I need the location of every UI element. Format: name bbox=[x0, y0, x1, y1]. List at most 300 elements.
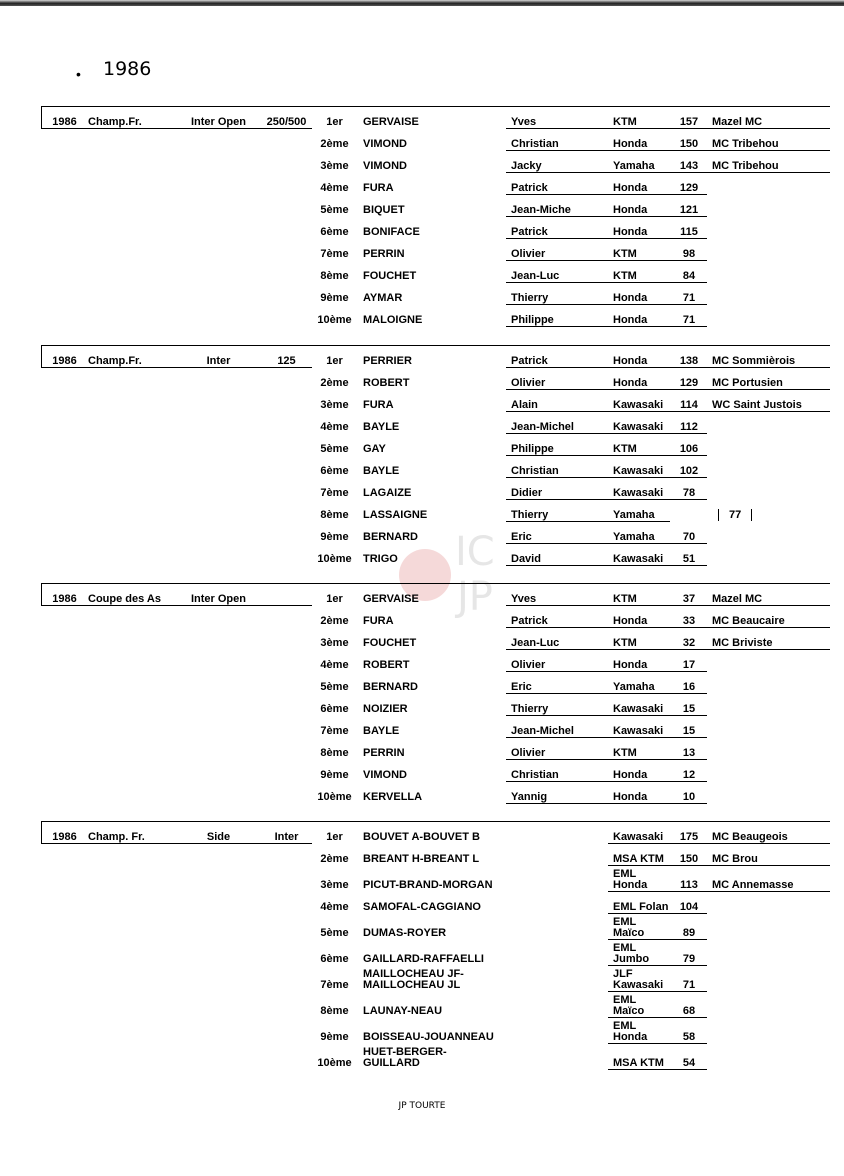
result-row bbox=[42, 239, 830, 261]
empty-cell bbox=[257, 892, 312, 914]
event-year: 1986 bbox=[42, 822, 83, 844]
points: 37 bbox=[670, 584, 707, 606]
empty-cell bbox=[83, 940, 176, 966]
empty-cell bbox=[42, 844, 83, 866]
empty-cell bbox=[83, 239, 176, 261]
motorcycle-make: Honda bbox=[608, 195, 670, 217]
rider-name: SAMOFAL-CAGGIANO bbox=[358, 892, 506, 914]
empty-cell bbox=[83, 892, 176, 914]
empty-cell bbox=[83, 992, 176, 1018]
position: 6ème bbox=[312, 694, 358, 716]
position: 7ème bbox=[312, 966, 358, 992]
results-section bbox=[41, 345, 829, 566]
club: MC Annemasse bbox=[707, 866, 830, 892]
club bbox=[707, 940, 830, 966]
empty-cell bbox=[83, 1018, 176, 1044]
rider-name: VIMOND bbox=[358, 151, 506, 173]
empty-cell bbox=[83, 522, 176, 544]
position: 3ème bbox=[312, 866, 358, 892]
rider-name: ROBERT bbox=[358, 650, 506, 672]
result-row bbox=[42, 694, 830, 716]
rider-name: GERVAISE bbox=[358, 584, 506, 606]
rider-name: FOUCHET bbox=[358, 628, 506, 650]
motorcycle-make: MSA KTM bbox=[608, 844, 670, 866]
points: 157 bbox=[670, 107, 707, 129]
empty-cell bbox=[42, 782, 83, 804]
points: 58 bbox=[670, 1018, 707, 1044]
motorcycle-make: KTM bbox=[608, 107, 670, 129]
empty-cell bbox=[42, 217, 83, 239]
rider-first-name: Philippe bbox=[506, 305, 608, 327]
result-row bbox=[42, 305, 830, 327]
empty-cell bbox=[83, 217, 176, 239]
page-footer: JP TOURTE bbox=[398, 1101, 446, 1111]
empty-cell bbox=[257, 173, 312, 195]
points: 175 bbox=[670, 822, 707, 844]
empty-cell bbox=[176, 261, 257, 283]
rider-name: GAILLARD-RAFFAELLI bbox=[358, 940, 506, 966]
scan-top-edge bbox=[0, 0, 844, 6]
rider-name: BONIFACE bbox=[358, 217, 506, 239]
empty-cell bbox=[83, 672, 176, 694]
motorcycle-make: KTM bbox=[608, 261, 670, 283]
rider-name: GAY bbox=[358, 434, 506, 456]
empty-cell bbox=[42, 892, 83, 914]
event-category: Inter Open bbox=[176, 584, 257, 606]
club bbox=[707, 283, 830, 305]
result-row bbox=[42, 940, 830, 966]
motorcycle-make: Kawasaki bbox=[608, 412, 670, 434]
bullet-mark: • bbox=[76, 66, 81, 82]
empty-cell bbox=[176, 914, 257, 940]
motorcycle-make: KTM bbox=[608, 584, 670, 606]
empty-cell bbox=[83, 412, 176, 434]
rider-name: MALOIGNE bbox=[358, 305, 506, 327]
empty-cell bbox=[42, 305, 83, 327]
points: 150 bbox=[670, 129, 707, 151]
rider-name: FURA bbox=[358, 606, 506, 628]
rider-first-name: Patrick bbox=[506, 217, 608, 239]
motorcycle-make: Honda bbox=[608, 368, 670, 390]
rider-name: HUET-BERGER- GUILLARD bbox=[358, 1044, 506, 1070]
empty-cell bbox=[176, 217, 257, 239]
result-row bbox=[42, 151, 830, 173]
empty-cell bbox=[257, 195, 312, 217]
rider-name: BERNARD bbox=[358, 672, 506, 694]
club bbox=[707, 500, 830, 522]
result-row bbox=[42, 346, 830, 368]
rider-first-name: Patrick bbox=[506, 346, 608, 368]
empty-cell bbox=[42, 261, 83, 283]
rider-first-name: Yannig bbox=[506, 782, 608, 804]
empty-cell bbox=[42, 1018, 83, 1044]
position: 4ème bbox=[312, 892, 358, 914]
empty-cell bbox=[176, 992, 257, 1018]
points: 33 bbox=[670, 606, 707, 628]
empty-cell bbox=[176, 195, 257, 217]
position: 10ème bbox=[312, 1044, 358, 1070]
empty-cell bbox=[42, 628, 83, 650]
motorcycle-make: Yamaha bbox=[608, 500, 670, 522]
empty-cell bbox=[176, 129, 257, 151]
position: 2ème bbox=[312, 844, 358, 866]
result-row bbox=[42, 1018, 830, 1044]
rider-first-name: Olivier bbox=[506, 239, 608, 261]
empty-cell bbox=[42, 522, 83, 544]
points: 16 bbox=[670, 672, 707, 694]
empty-cell bbox=[176, 892, 257, 914]
empty-cell bbox=[83, 606, 176, 628]
rider-first-name bbox=[506, 866, 608, 892]
club bbox=[707, 966, 830, 992]
rider-first-name: Jacky bbox=[506, 151, 608, 173]
rider-name: AYMAR bbox=[358, 283, 506, 305]
result-row bbox=[42, 390, 830, 412]
event-class: Inter bbox=[257, 822, 312, 844]
points bbox=[670, 500, 707, 522]
empty-cell bbox=[176, 650, 257, 672]
result-row bbox=[42, 606, 830, 628]
empty-cell bbox=[176, 606, 257, 628]
result-row bbox=[42, 500, 830, 522]
empty-cell bbox=[176, 283, 257, 305]
rider-first-name: Philippe bbox=[506, 434, 608, 456]
result-row bbox=[42, 478, 830, 500]
position: 1er bbox=[312, 584, 358, 606]
position: 8ème bbox=[312, 738, 358, 760]
club bbox=[707, 760, 830, 782]
empty-cell bbox=[176, 782, 257, 804]
club: MC Brou bbox=[707, 844, 830, 866]
position: 4ème bbox=[312, 412, 358, 434]
empty-cell bbox=[176, 434, 257, 456]
result-row bbox=[42, 195, 830, 217]
points: 89 bbox=[670, 914, 707, 940]
empty-cell bbox=[176, 760, 257, 782]
club bbox=[707, 716, 830, 738]
club bbox=[707, 412, 830, 434]
position: 10ème bbox=[312, 544, 358, 566]
motorcycle-make: Kawasaki bbox=[608, 390, 670, 412]
position: 10ème bbox=[312, 782, 358, 804]
empty-cell bbox=[257, 283, 312, 305]
empty-cell bbox=[83, 305, 176, 327]
empty-cell bbox=[257, 1018, 312, 1044]
empty-cell bbox=[176, 478, 257, 500]
rider-first-name: Yves bbox=[506, 107, 608, 129]
empty-cell bbox=[42, 650, 83, 672]
position: 8ème bbox=[312, 992, 358, 1018]
empty-cell bbox=[257, 434, 312, 456]
club bbox=[707, 544, 830, 566]
position: 3ème bbox=[312, 151, 358, 173]
empty-cell bbox=[176, 522, 257, 544]
motorcycle-make: Yamaha bbox=[608, 151, 670, 173]
empty-cell bbox=[257, 239, 312, 261]
result-row bbox=[42, 844, 830, 866]
rider-name: TRIGO bbox=[358, 544, 506, 566]
motorcycle-make: Kawasaki bbox=[608, 694, 670, 716]
rider-name: DUMAS-ROYER bbox=[358, 914, 506, 940]
points: 113 bbox=[670, 866, 707, 892]
svg-text:IC: IC bbox=[455, 529, 495, 575]
motorcycle-make: KTM bbox=[608, 239, 670, 261]
rider-name: BREANT H-BREANT L bbox=[358, 844, 506, 866]
empty-cell bbox=[257, 866, 312, 892]
empty-cell bbox=[83, 261, 176, 283]
club bbox=[707, 239, 830, 261]
points: 78 bbox=[670, 478, 707, 500]
empty-cell bbox=[83, 738, 176, 760]
empty-cell bbox=[42, 151, 83, 173]
rider-name: PICUT-BRAND-MORGAN bbox=[358, 866, 506, 892]
points: 84 bbox=[670, 261, 707, 283]
club: MC Sommièrois bbox=[707, 346, 830, 368]
rider-name: PERRIN bbox=[358, 239, 506, 261]
points: 51 bbox=[670, 544, 707, 566]
empty-cell bbox=[257, 305, 312, 327]
rider-name: BOISSEAU-JOUANNEAU bbox=[358, 1018, 506, 1044]
empty-cell bbox=[257, 151, 312, 173]
motorcycle-make: Honda bbox=[608, 305, 670, 327]
motorcycle-make: Honda bbox=[608, 217, 670, 239]
points: 15 bbox=[670, 716, 707, 738]
empty-cell bbox=[176, 940, 257, 966]
event-name: Coupe des As bbox=[83, 584, 176, 606]
empty-cell bbox=[42, 606, 83, 628]
rider-first-name: Jean-Michel bbox=[506, 412, 608, 434]
position: 9ème bbox=[312, 522, 358, 544]
rider-name: BERNARD bbox=[358, 522, 506, 544]
club bbox=[707, 738, 830, 760]
empty-cell bbox=[257, 966, 312, 992]
motorcycle-make: Kawasaki bbox=[608, 822, 670, 844]
event-category: Inter bbox=[176, 346, 257, 368]
empty-cell bbox=[83, 760, 176, 782]
club: Mazel MC bbox=[707, 584, 830, 606]
position: 6ème bbox=[312, 456, 358, 478]
empty-cell bbox=[42, 434, 83, 456]
motorcycle-make: Honda bbox=[608, 760, 670, 782]
position: 3ème bbox=[312, 390, 358, 412]
rider-name: MAILLOCHEAU JF- MAILLOCHEAU JL bbox=[358, 966, 506, 992]
event-year: 1986 bbox=[42, 584, 83, 606]
empty-cell bbox=[83, 368, 176, 390]
event-name: Champ. Fr. bbox=[83, 822, 176, 844]
points: 79 bbox=[670, 940, 707, 966]
position: 9ème bbox=[312, 283, 358, 305]
rider-first-name: Olivier bbox=[506, 650, 608, 672]
points: 143 bbox=[670, 151, 707, 173]
empty-cell bbox=[257, 129, 312, 151]
empty-cell bbox=[257, 500, 312, 522]
points: 71 bbox=[670, 283, 707, 305]
rider-first-name: Christian bbox=[506, 456, 608, 478]
rider-first-name bbox=[506, 940, 608, 966]
empty-cell bbox=[83, 694, 176, 716]
result-row bbox=[42, 217, 830, 239]
points: 129 bbox=[670, 173, 707, 195]
position: 8ème bbox=[312, 500, 358, 522]
position: 2ème bbox=[312, 129, 358, 151]
position: 5ème bbox=[312, 672, 358, 694]
club bbox=[707, 478, 830, 500]
empty-cell bbox=[257, 412, 312, 434]
event-class: 250/500 bbox=[257, 107, 312, 129]
empty-cell bbox=[42, 760, 83, 782]
position: 6ème bbox=[312, 217, 358, 239]
empty-cell bbox=[257, 478, 312, 500]
club bbox=[707, 892, 830, 914]
result-row bbox=[42, 1044, 830, 1070]
rider-first-name: Patrick bbox=[506, 173, 608, 195]
rider-first-name: Yves bbox=[506, 584, 608, 606]
club bbox=[707, 672, 830, 694]
empty-cell bbox=[42, 672, 83, 694]
empty-cell bbox=[83, 914, 176, 940]
rider-name: BOUVET A-BOUVET B bbox=[358, 822, 506, 844]
rider-first-name bbox=[506, 1044, 608, 1070]
result-row bbox=[42, 129, 830, 151]
rider-first-name: Olivier bbox=[506, 368, 608, 390]
empty-cell bbox=[83, 966, 176, 992]
position: 1er bbox=[312, 107, 358, 129]
club bbox=[707, 261, 830, 283]
event-category: Inter Open bbox=[176, 107, 257, 129]
empty-cell bbox=[83, 650, 176, 672]
empty-cell bbox=[176, 368, 257, 390]
points: 13 bbox=[670, 738, 707, 760]
position: 9ème bbox=[312, 760, 358, 782]
points: 138 bbox=[670, 346, 707, 368]
rider-first-name: Didier bbox=[506, 478, 608, 500]
result-row bbox=[42, 434, 830, 456]
position: 7ème bbox=[312, 239, 358, 261]
rider-first-name: David bbox=[506, 544, 608, 566]
position: 8ème bbox=[312, 261, 358, 283]
rider-first-name: Thierry bbox=[506, 500, 608, 522]
event-year: 1986 bbox=[42, 107, 83, 129]
result-row bbox=[42, 782, 830, 804]
result-row bbox=[42, 261, 830, 283]
points: 115 bbox=[670, 217, 707, 239]
results-section bbox=[41, 821, 829, 1070]
result-row bbox=[42, 283, 830, 305]
points: 17 bbox=[670, 650, 707, 672]
rider-name: FURA bbox=[358, 173, 506, 195]
motorcycle-make: Kawasaki bbox=[608, 544, 670, 566]
rider-name: LAUNAY-NEAU bbox=[358, 992, 506, 1018]
position: 5ème bbox=[312, 914, 358, 940]
position: 7ème bbox=[312, 716, 358, 738]
motorcycle-make: EML Jumbo bbox=[608, 940, 670, 966]
event-year: 1986 bbox=[42, 346, 83, 368]
empty-cell bbox=[42, 500, 83, 522]
result-row bbox=[42, 173, 830, 195]
empty-cell bbox=[257, 1044, 312, 1070]
points: 10 bbox=[670, 782, 707, 804]
empty-cell bbox=[257, 782, 312, 804]
empty-cell bbox=[42, 914, 83, 940]
result-row bbox=[42, 544, 830, 566]
club bbox=[707, 434, 830, 456]
rider-name: FURA bbox=[358, 390, 506, 412]
empty-cell bbox=[83, 456, 176, 478]
empty-cell bbox=[83, 151, 176, 173]
rider-first-name: Christian bbox=[506, 129, 608, 151]
points: 71 bbox=[670, 966, 707, 992]
motorcycle-make: KTM bbox=[608, 628, 670, 650]
empty-cell bbox=[83, 782, 176, 804]
club bbox=[707, 522, 830, 544]
results-table bbox=[41, 345, 830, 566]
points: 121 bbox=[670, 195, 707, 217]
motorcycle-make: Honda bbox=[608, 129, 670, 151]
page-year-heading: 1986 bbox=[103, 58, 152, 80]
points: 12 bbox=[670, 760, 707, 782]
rider-first-name bbox=[506, 966, 608, 992]
empty-cell bbox=[42, 456, 83, 478]
result-row bbox=[42, 412, 830, 434]
club bbox=[707, 694, 830, 716]
rider-first-name: Jean-Miche bbox=[506, 195, 608, 217]
empty-cell bbox=[176, 456, 257, 478]
rider-first-name: Thierry bbox=[506, 694, 608, 716]
position: 4ème bbox=[312, 650, 358, 672]
points: 104 bbox=[670, 892, 707, 914]
rider-first-name: Olivier bbox=[506, 738, 608, 760]
empty-cell bbox=[176, 866, 257, 892]
empty-cell bbox=[176, 694, 257, 716]
position: 9ème bbox=[312, 1018, 358, 1044]
svg-text:JP: JP bbox=[457, 574, 493, 620]
club: Mazel MC bbox=[707, 107, 830, 129]
motorcycle-make: EML Folan bbox=[608, 892, 670, 914]
club bbox=[707, 456, 830, 478]
event-name: Champ.Fr. bbox=[83, 346, 176, 368]
result-row bbox=[42, 914, 830, 940]
results-table bbox=[41, 821, 830, 1070]
club: MC Tribehou bbox=[707, 129, 830, 151]
points: 150 bbox=[670, 844, 707, 866]
empty-cell bbox=[42, 129, 83, 151]
rider-name: ROBERT bbox=[358, 368, 506, 390]
motorcycle-make: Honda bbox=[608, 346, 670, 368]
motorcycle-make: Kawasaki bbox=[608, 716, 670, 738]
motorcycle-make: EML Honda bbox=[608, 1018, 670, 1044]
points: 54 bbox=[670, 1044, 707, 1070]
empty-cell bbox=[257, 992, 312, 1018]
empty-cell bbox=[257, 694, 312, 716]
empty-cell bbox=[176, 151, 257, 173]
empty-cell bbox=[42, 940, 83, 966]
empty-cell bbox=[83, 478, 176, 500]
empty-cell bbox=[257, 628, 312, 650]
empty-cell bbox=[257, 456, 312, 478]
result-row bbox=[42, 992, 830, 1018]
empty-cell bbox=[176, 1018, 257, 1044]
rider-first-name: Thierry bbox=[506, 283, 608, 305]
rider-first-name bbox=[506, 892, 608, 914]
result-row bbox=[42, 866, 830, 892]
result-row bbox=[42, 738, 830, 760]
empty-cell bbox=[42, 966, 83, 992]
club: WC Saint Justois bbox=[707, 390, 830, 412]
motorcycle-make: JLF Kawasaki bbox=[608, 966, 670, 992]
empty-cell bbox=[257, 544, 312, 566]
empty-cell bbox=[176, 738, 257, 760]
points: 32 bbox=[670, 628, 707, 650]
